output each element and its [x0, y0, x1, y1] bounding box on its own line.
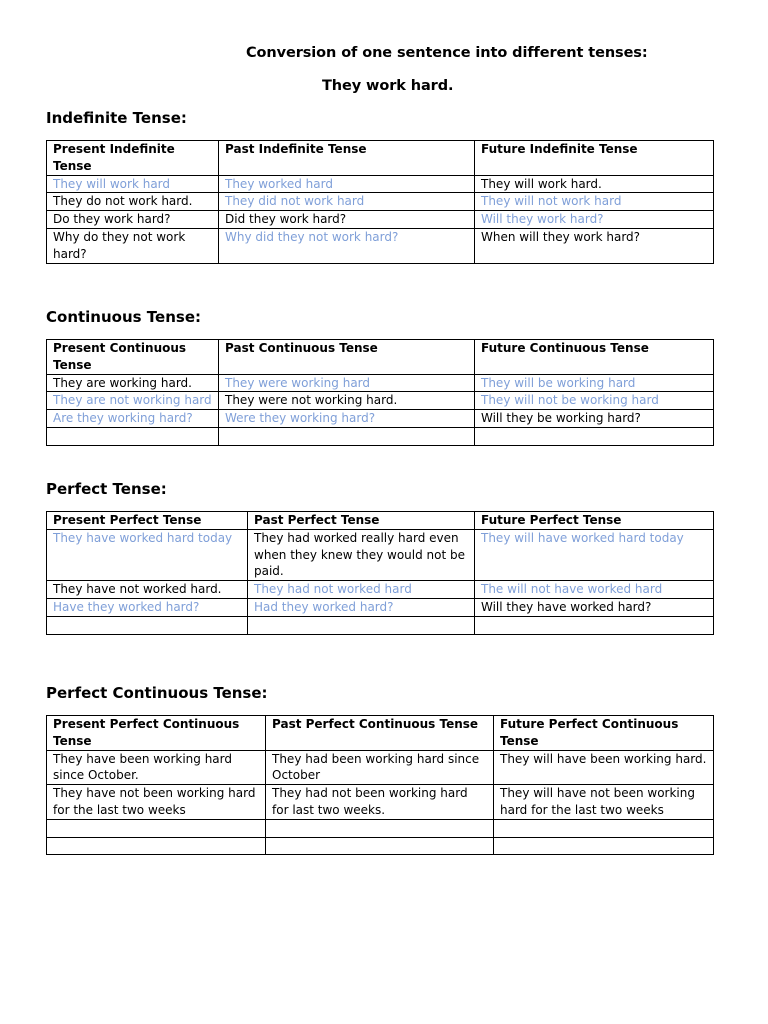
table-row [47, 193, 714, 211]
table-row [47, 211, 714, 229]
tense-table-perfect [46, 511, 714, 635]
table-cell: They will be working hard [475, 374, 714, 392]
table-cell: They had been working hard since October [266, 750, 494, 785]
table-row [47, 529, 714, 580]
table-cell: They will have been working hard. [494, 750, 714, 785]
example-sentence: They work hard. [322, 78, 454, 94]
table-cell: They are working hard. [47, 374, 219, 392]
table-cell: Will they work hard? [475, 211, 714, 229]
table-cell [266, 837, 494, 855]
table-header-row [47, 340, 714, 375]
table-cell [47, 616, 248, 634]
table-cell: Will they have worked hard? [475, 598, 714, 616]
table-cell: Had they worked hard? [248, 598, 475, 616]
tense-table-continuous [46, 339, 714, 446]
table-cell: Have they worked hard? [47, 598, 248, 616]
table-cell: They will have worked hard today [475, 529, 714, 580]
table-cell: They were not working hard. [219, 392, 475, 410]
table-cell: They have not worked hard. [47, 581, 248, 599]
table-header-row [47, 141, 714, 176]
table-row [47, 427, 714, 445]
section-heading-perfect-continuous: Perfect Continuous Tense: [46, 684, 268, 702]
table-cell: They will not be working hard [475, 392, 714, 410]
table-cell [47, 427, 219, 445]
tense-table-indefinite [46, 140, 714, 264]
table-cell [47, 837, 266, 855]
table-cell [266, 819, 494, 837]
table-cell: Will they be working hard? [475, 410, 714, 428]
table-cell: They are not working hard [47, 392, 219, 410]
column-header: Present Continuous Tense [47, 340, 219, 375]
section-heading-perfect: Perfect Tense: [46, 480, 167, 498]
column-header: Present Indefinite Tense [47, 141, 219, 176]
table-row [47, 392, 714, 410]
table-cell: They were working hard [219, 374, 475, 392]
column-header: Future Perfect Continuous Tense [494, 716, 714, 751]
table-row [47, 837, 714, 855]
table-cell: They will work hard [47, 175, 219, 193]
table-cell: They have not been working hard for the last two weeks [47, 785, 266, 820]
column-header: Present Perfect Continuous Tense [47, 716, 266, 751]
table-cell [47, 819, 266, 837]
column-header: Future Indefinite Tense [475, 141, 714, 176]
table-cell [248, 616, 475, 634]
table-cell: When will they work hard? [475, 228, 714, 263]
table-cell [475, 616, 714, 634]
table-cell: They will not work hard [475, 193, 714, 211]
column-header: Past Perfect Continuous Tense [266, 716, 494, 751]
table-cell: They worked hard [219, 175, 475, 193]
table-cell: They have been working hard since October. [47, 750, 266, 785]
table-row [47, 750, 714, 785]
column-header: Past Perfect Tense [248, 512, 475, 530]
table-cell: Did they work hard? [219, 211, 475, 229]
table-cell: Why did they not work hard? [219, 228, 475, 263]
table-cell: The will not have worked hard [475, 581, 714, 599]
column-header: Past Continuous Tense [219, 340, 475, 375]
table-cell: Were they working hard? [219, 410, 475, 428]
table-cell: They have worked hard today [47, 529, 248, 580]
table-cell: They had worked really hard even when they knew they would not be paid. [248, 529, 475, 580]
table-cell [494, 837, 714, 855]
column-header: Future Continuous Tense [475, 340, 714, 375]
table-cell: They had not worked hard [248, 581, 475, 599]
document-title: Conversion of one sentence into different tenses: [246, 45, 648, 61]
table-cell: They had not been working hard for last two weeks. [266, 785, 494, 820]
table-row [47, 410, 714, 428]
table-row [47, 819, 714, 837]
table-cell [494, 819, 714, 837]
table-cell: Do they work hard? [47, 211, 219, 229]
table-header-row [47, 716, 714, 751]
section-heading-indefinite: Indefinite Tense: [46, 109, 187, 127]
table-cell [475, 427, 714, 445]
section-heading-continuous: Continuous Tense: [46, 308, 201, 326]
table-row [47, 175, 714, 193]
table-row [47, 228, 714, 263]
table-cell: Why do they not work hard? [47, 228, 219, 263]
table-header-row [47, 512, 714, 530]
table-cell: They will work hard. [475, 175, 714, 193]
table-row [47, 785, 714, 820]
table-cell: They will have not been working hard for the last two weeks [494, 785, 714, 820]
table-row [47, 581, 714, 599]
tense-table-perfect-continuous [46, 715, 714, 855]
table-cell: They did not work hard [219, 193, 475, 211]
column-header: Past Indefinite Tense [219, 141, 475, 176]
column-header: Future Perfect Tense [475, 512, 714, 530]
table-row [47, 374, 714, 392]
table-cell: They do not work hard. [47, 193, 219, 211]
table-row [47, 616, 714, 634]
table-row [47, 598, 714, 616]
column-header: Present Perfect Tense [47, 512, 248, 530]
table-cell: Are they working hard? [47, 410, 219, 428]
table-cell [219, 427, 475, 445]
